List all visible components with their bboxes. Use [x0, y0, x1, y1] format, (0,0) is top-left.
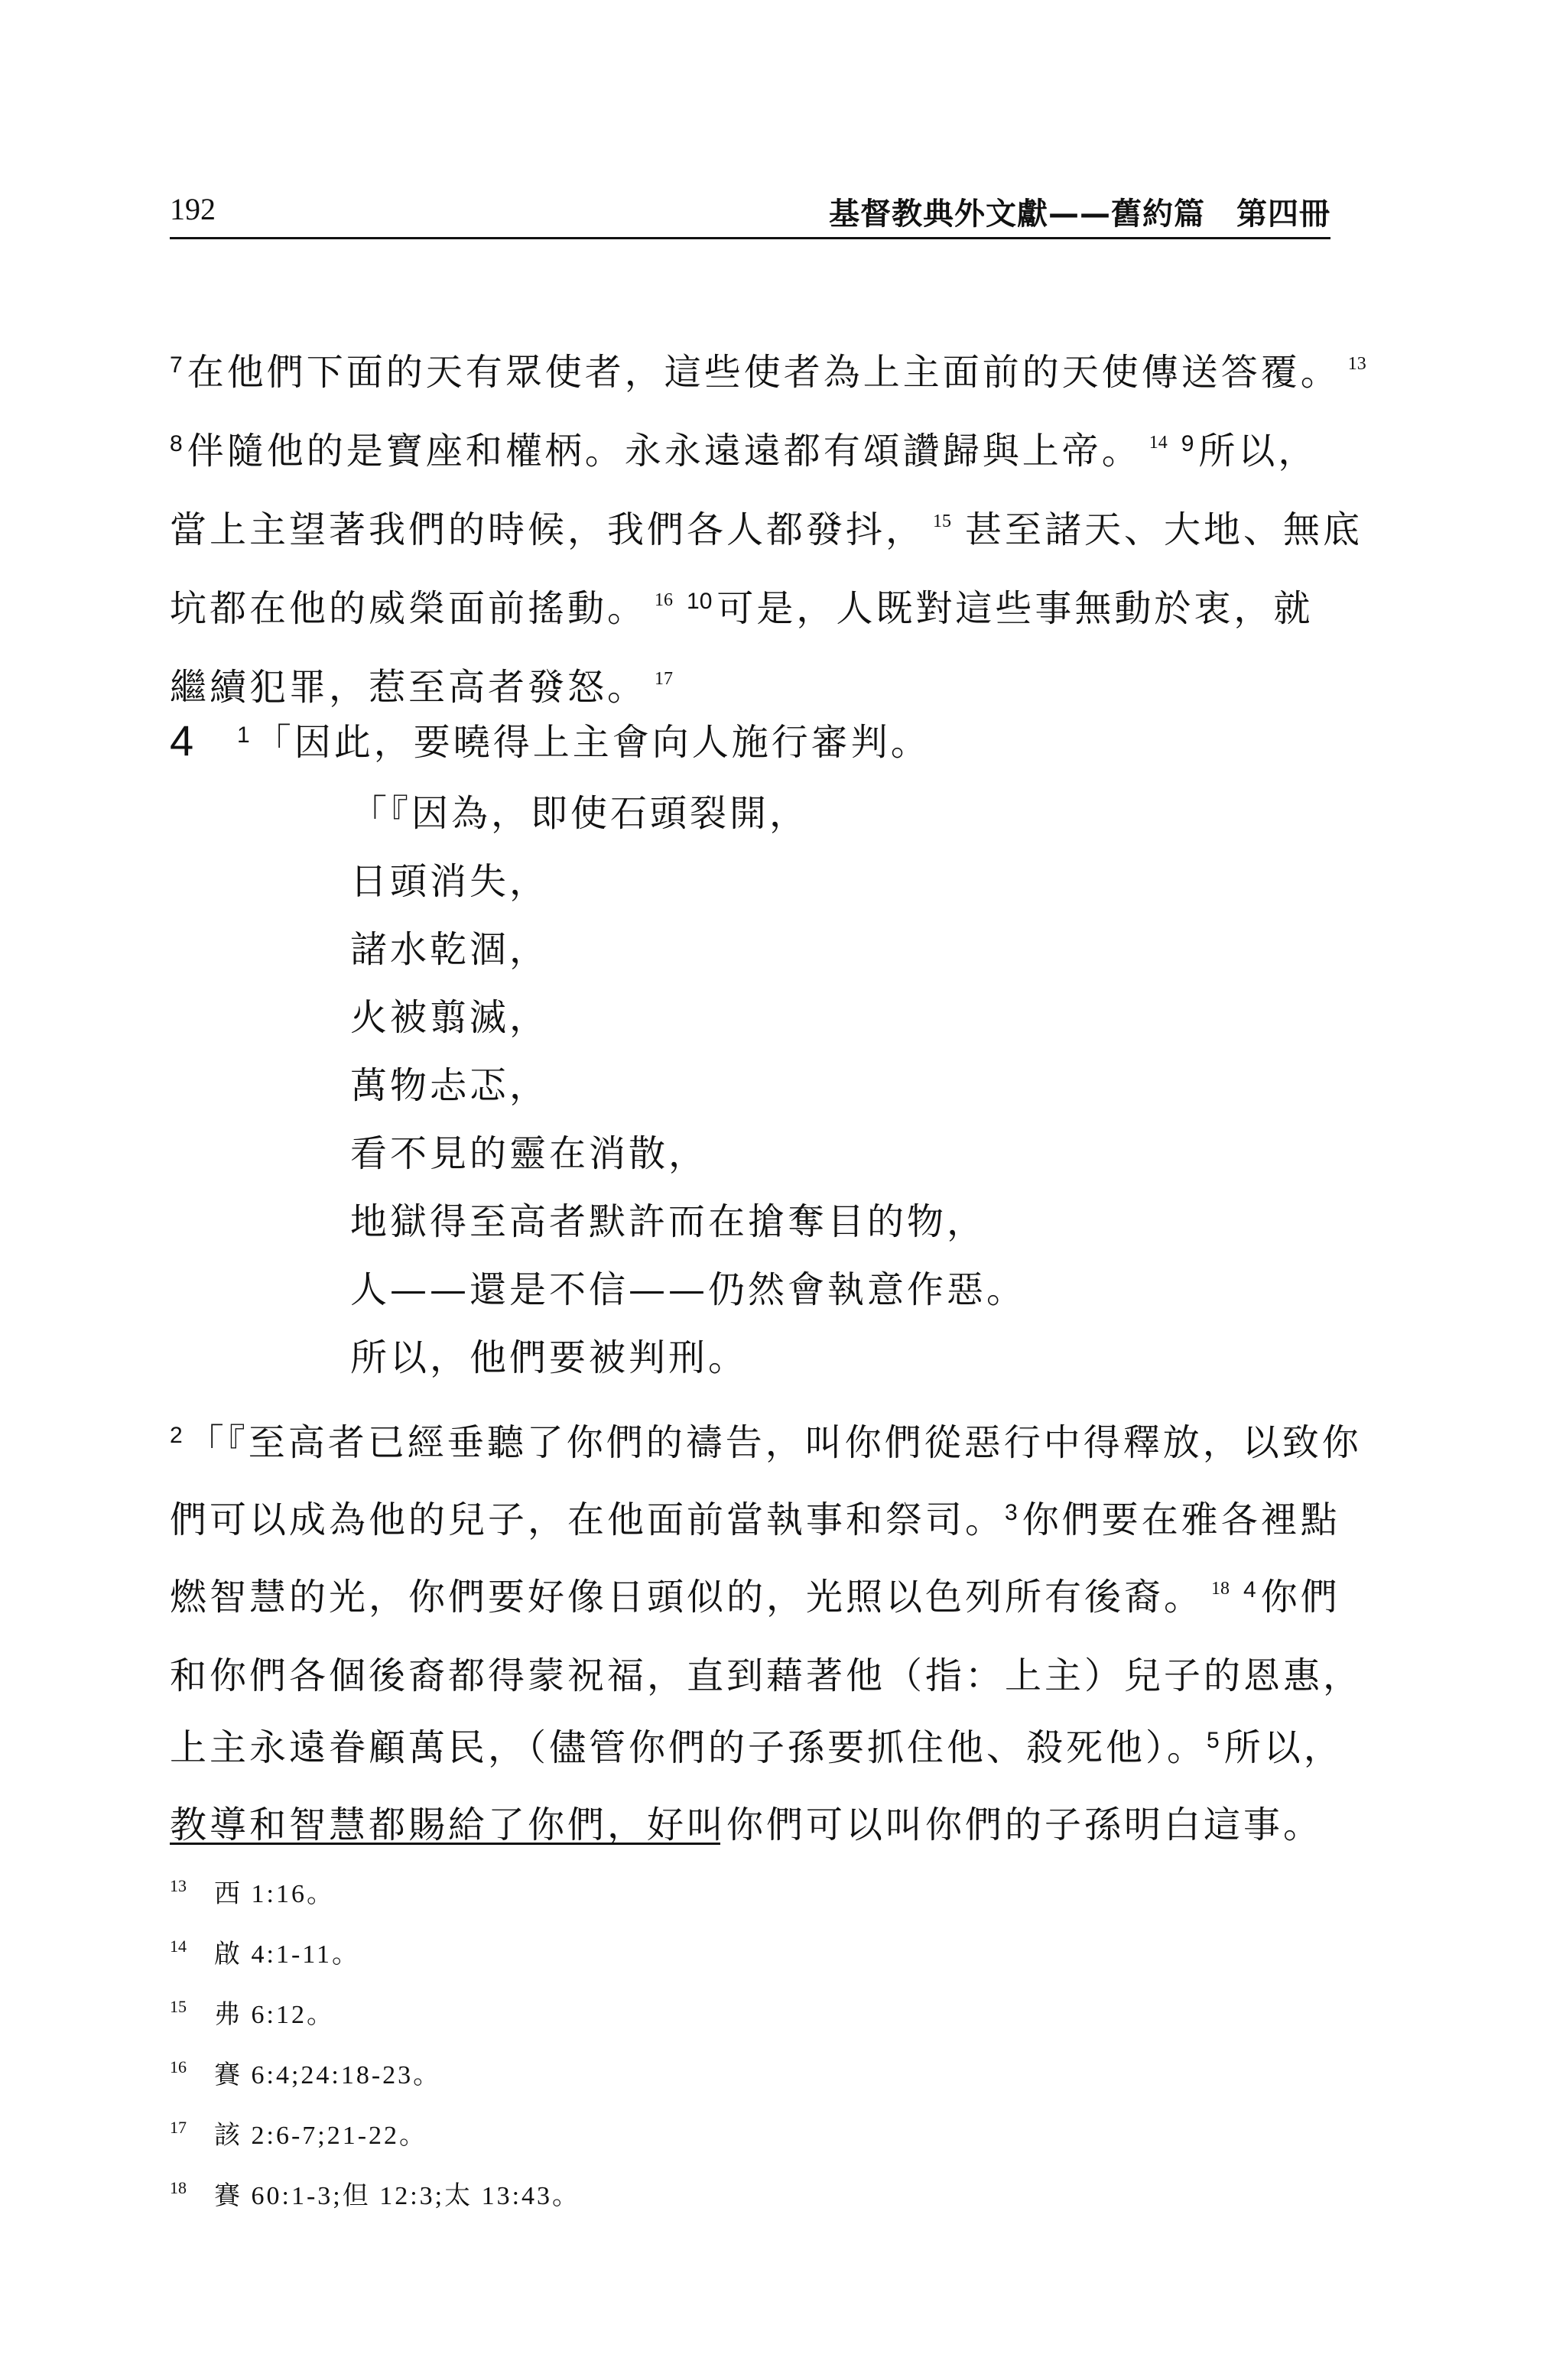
- footnote-text: 賽 60:1-3;但 12:3;太 13:43。: [214, 2182, 581, 2210]
- verse-number: 3: [1005, 1500, 1018, 1525]
- verse-text: 們可以成為他的兒子，在他面前當執事和祭司。: [170, 1498, 1006, 1541]
- footnote-ref: 18: [1211, 1579, 1230, 1599]
- footnote-text: 該 2:6-7;21-22。: [214, 2122, 428, 2150]
- text-line: [170, 1484, 1340, 1561]
- text-line: [170, 336, 1366, 415]
- verse-text: 甚至諸天、大地、無底: [965, 508, 1363, 551]
- verse-number: 10: [687, 589, 713, 614]
- footnote-number: 17: [170, 2118, 187, 2137]
- footnote: [170, 1865, 580, 1926]
- verse-text: 伴隨他的是寶座和權柄。永永遠遠都有頌讚歸與上帝。: [187, 430, 1142, 472]
- verse-text: 繼續犯罪，惹至高者發怒。: [170, 666, 648, 709]
- verse-text: 坑都在他的威榮面前搖動。: [170, 587, 648, 630]
- poem-line: 「『因為，即使石頭裂開，: [350, 792, 810, 835]
- verse-text: 你們: [1260, 1576, 1340, 1619]
- verse-text: 所以，: [1198, 430, 1318, 472]
- footnote-ref: 15: [933, 511, 952, 531]
- text-line: [170, 1561, 1340, 1640]
- footnote-divider: [170, 1843, 720, 1845]
- footnote-ref: 13: [1347, 354, 1366, 374]
- poem-line: 日頭消失，: [350, 860, 550, 903]
- poem-line: 看不見的靈在消散，: [350, 1132, 709, 1175]
- verse-number: 7: [170, 352, 183, 378]
- footnote-ref: 16: [655, 590, 674, 610]
- text-line: [170, 1640, 1363, 1712]
- footnote: [170, 2167, 580, 2228]
- verse-text: 當上主望著我們的時候，我們各人都發抖，: [170, 508, 926, 551]
- paragraph-verses-7-10: [170, 336, 1366, 730]
- text-line: [170, 494, 1363, 573]
- text-line: [170, 1789, 1330, 1861]
- poem-line: 地獄得至高者默許而在搶奪目的物，: [350, 1200, 987, 1243]
- footnotes: [170, 1865, 580, 2228]
- footnote-ref: 17: [655, 669, 674, 689]
- chapter-intro-line: [237, 713, 931, 765]
- poem-line: 諸水乾涸，: [350, 928, 550, 971]
- verse-number: 8: [170, 431, 183, 456]
- footnote: [170, 2107, 580, 2167]
- footnote-number: 14: [170, 1937, 187, 1956]
- text-line: [170, 415, 1330, 494]
- footnote: [170, 1926, 580, 1986]
- footnote-number: 15: [170, 1997, 187, 2016]
- verse-text: 上主永遠眷顧萬民，（儘管你們的子孫要抓住他、殺死他）。: [170, 1726, 1207, 1769]
- verse-number: 9: [1181, 431, 1194, 456]
- chapter-number: 4: [170, 716, 194, 765]
- page-number: 192: [170, 192, 216, 226]
- footnote-text: 西 1:16。: [214, 1880, 335, 1908]
- verse-text: 「因此，要曉得上主會向人施行審判。: [254, 721, 931, 764]
- text-line: [170, 1712, 1343, 1789]
- footnote-ref: 14: [1149, 433, 1168, 453]
- footnote: [170, 1986, 580, 2047]
- verse-text: 教導和智慧都賜給了你們，好叫你們可以叫你們的子孫明白這事。: [170, 1804, 1324, 1846]
- verse-number: 2: [170, 1423, 183, 1448]
- verse-text: 你們要在雅各裡點: [1022, 1498, 1340, 1541]
- poem-line: 人——還是不信——仍然會執意作惡。: [350, 1268, 1027, 1311]
- paragraph-verses-2-5: [170, 1407, 1363, 1861]
- footnote-text: 啟 4:1-11。: [214, 1940, 361, 1969]
- poem-block: [350, 780, 1026, 1392]
- verse-number: 4: [1243, 1577, 1256, 1602]
- verse-text: 可是，人既對這些事無動於衷，就: [716, 587, 1314, 630]
- footnote-number: 13: [170, 1876, 187, 1895]
- poem-line: 火被翦滅，: [350, 996, 550, 1039]
- verse-number: 1: [237, 722, 250, 748]
- footnote-text: 賽 6:4;24:18-23。: [214, 2061, 442, 2089]
- verse-text: 在他們下面的天有眾使者，這些使者為上主面前的天使傳送答覆。: [187, 351, 1340, 394]
- text-line: [170, 573, 1330, 651]
- footnote: [170, 2047, 580, 2107]
- verse-text: 「『至高者已經垂聽了你們的禱告，叫你們從惡行中得釋放，以致你: [187, 1421, 1362, 1464]
- running-title: 基督教典外文獻——舊約篇 第四冊: [829, 196, 1330, 232]
- footnote-number: 18: [170, 2178, 187, 2197]
- footnote-text: 弗 6:12。: [214, 2001, 335, 2029]
- verse-text: 和你們各個後裔都得蒙祝福，直到藉著他（指：上主）兒子的恩惠，: [170, 1654, 1363, 1697]
- poem-line: 所以，他們要被判刑。: [350, 1336, 749, 1379]
- text-line: [170, 1407, 1362, 1484]
- verse-number: 5: [1207, 1728, 1220, 1753]
- page-header: [170, 188, 1330, 239]
- footnote-number: 16: [170, 2057, 187, 2076]
- verse-text: 所以，: [1223, 1726, 1343, 1769]
- verse-text: 燃智慧的光，你們要好像日頭似的，光照以色列所有後裔。: [170, 1576, 1204, 1619]
- poem-line: 萬物忐忑，: [350, 1064, 550, 1107]
